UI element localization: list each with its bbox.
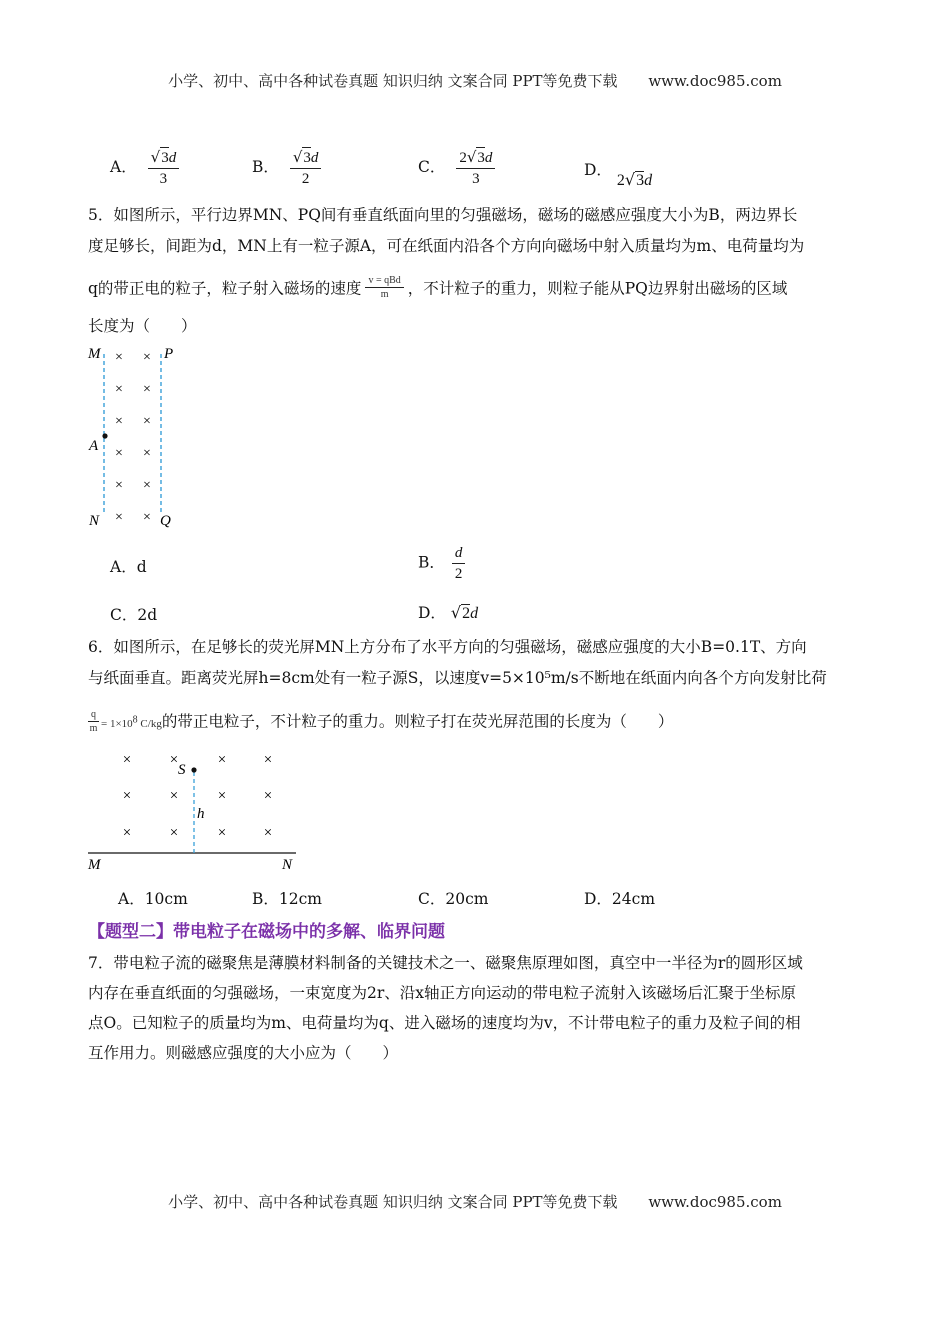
header-site: www.doc985.com xyxy=(648,72,782,90)
field-cross: × xyxy=(143,414,151,429)
header-text: 小学、初中、高中各种试卷真题 知识归纳 文案合同 PPT等免费下载 xyxy=(168,72,618,90)
q4-b-fraction: $\frac{√3d}{2}$ xyxy=(290,147,322,189)
label-n: N xyxy=(89,513,100,529)
q4-option-c[interactable]: C． $\frac{2√3d}{3}$ xyxy=(418,147,495,189)
field-cross: × xyxy=(263,788,273,804)
field-cross: × xyxy=(122,825,132,841)
q6-field-diagram xyxy=(86,745,316,875)
q5-option-a[interactable]: A．d xyxy=(110,558,147,576)
field-cross: × xyxy=(143,446,151,461)
q4-option-b[interactable]: B． $\frac{√3d}{2}$ xyxy=(252,147,321,189)
footer-text: 小学、初中、高中各种试卷真题 知识归纳 文案合同 PPT等免费下载 xyxy=(168,1193,618,1211)
q6-option-c[interactable]: C．20cm xyxy=(418,890,489,908)
field-cross: × xyxy=(143,510,151,525)
label-h: h xyxy=(197,806,205,822)
q5-field-diagram xyxy=(86,340,196,535)
source-a-dot xyxy=(102,433,107,438)
q5-option-d[interactable]: D． √2d xyxy=(418,603,479,622)
field-cross: × xyxy=(115,446,123,461)
q6-line1: 6．如图所示，在足够长的荧光屏MN上方分布了水平方向的匀强磁场，磁感应强度的大小B=0.1T、方向 xyxy=(88,638,807,656)
q7-line1: 7．带电粒子流的磁聚焦是薄膜材料制备的关键技术之一、磁聚焦原理如图，真空中一半径为r的圆形区域 xyxy=(88,954,803,972)
q4-option-d[interactable]: D． 2√3d xyxy=(584,161,653,189)
field-crosses xyxy=(123,752,272,841)
field-cross: × xyxy=(122,788,132,804)
field-cross: × xyxy=(169,788,179,804)
label-m: M xyxy=(88,346,101,362)
field-cross: × xyxy=(143,350,151,365)
q5-option-b[interactable]: B． $\frac{d}{2}$ xyxy=(418,543,465,584)
field-cross: × xyxy=(217,752,227,768)
field-cross: × xyxy=(217,825,227,841)
field-cross: × xyxy=(115,478,123,493)
q7-line3: 点O。已知粒子的质量均为m、电荷量均为q、进入磁场的速度均为v，不计带电粒子的重力及粒子间的相 xyxy=(88,1014,801,1032)
q7-line2: 内存在垂直纸面的匀强磁场，一束宽度为2r、沿x轴正方向运动的带电粒子流射入该磁场后汇聚于坐标原 xyxy=(88,984,797,1002)
q5-d-value: √2d xyxy=(450,603,479,622)
q4-c-fraction: $\frac{2√3d}{3}$ xyxy=(456,147,495,189)
q4-a-fraction: $\frac{√3d}{3}$ xyxy=(148,147,180,189)
field-cross: × xyxy=(263,752,273,768)
field-cross: × xyxy=(115,414,123,429)
q6-option-d[interactable]: D．24cm xyxy=(584,890,656,908)
source-s-dot xyxy=(191,767,196,772)
q4-d-value: 2√3d xyxy=(616,170,653,189)
section-title: 【题型二】带电粒子在磁场中的多解、临界问题 xyxy=(88,922,445,942)
q6-line2: 与纸面垂直。距离荧光屏h=8cm处有一粒子源S，以速度v=5×10⁵m/s不断地在纸面内向各个方向发射比荷 xyxy=(88,669,827,687)
field-cross: × xyxy=(115,510,123,525)
label-a: A xyxy=(89,438,99,454)
q6-charge-ratio: $\frac{q}{m}$ xyxy=(89,709,98,734)
page-header xyxy=(0,70,950,91)
page-footer xyxy=(0,1191,950,1212)
q6-option-b[interactable]: B．12cm xyxy=(252,890,322,908)
q5-line2: 度足够长，间距为d，MN上有一粒子源A，可在纸面内沿各个方向向磁场中射入质量均为m、电荷量均为 xyxy=(88,237,805,255)
label-s: S xyxy=(178,762,186,778)
field-cross: × xyxy=(143,382,151,397)
label-q: Q xyxy=(160,513,171,529)
q4-option-a[interactable]: A． $\frac{√3d}{3}$ xyxy=(110,147,179,189)
q5-line3: q的带正电的粒子，粒子射入磁场的速度 $\frac{\text{v = qBd}}{m}$ ，不计粒子的重力，则粒子能从PQ边界射出磁场的区域 xyxy=(88,275,788,300)
q5-option-c[interactable]: C．2d xyxy=(110,606,158,624)
field-cross: × xyxy=(115,382,123,397)
q5-b-fraction: $\frac{d}{2}$ xyxy=(452,543,466,584)
q5-velocity-formula: $\frac{\text{v = qBd}}{m}$ xyxy=(365,274,403,301)
q7-line4: 互作用力。则磁感应强度的大小应为（ ） xyxy=(88,1044,399,1062)
field-cross: × xyxy=(263,825,273,841)
label-n: N xyxy=(282,857,293,873)
q6-option-a[interactable]: A．10cm xyxy=(118,890,188,908)
label-m: M xyxy=(88,857,101,873)
field-cross: × xyxy=(115,350,123,365)
label-p: P xyxy=(164,346,174,362)
field-cross: × xyxy=(143,478,151,493)
field-cross: × xyxy=(217,788,227,804)
field-cross: × xyxy=(169,752,179,768)
footer-site: www.doc985.com xyxy=(648,1193,782,1211)
q6-line3: $\frac{q}{m}$ = $1\times 10^8$ C/kg的带正电粒子，不计粒子的重力。则粒子打在荧光屏范围的长度为（ ） xyxy=(89,709,674,734)
q5-line4: 长度为（ ） xyxy=(88,317,197,335)
field-cross: × xyxy=(169,825,179,841)
field-cross: × xyxy=(122,752,132,768)
field-crosses xyxy=(115,350,151,525)
q5-line1: 5．如图所示，平行边界MN、PQ间有垂直纸面向里的匀强磁场，磁场的磁感应强度大小为B，两边界长 xyxy=(88,206,798,224)
